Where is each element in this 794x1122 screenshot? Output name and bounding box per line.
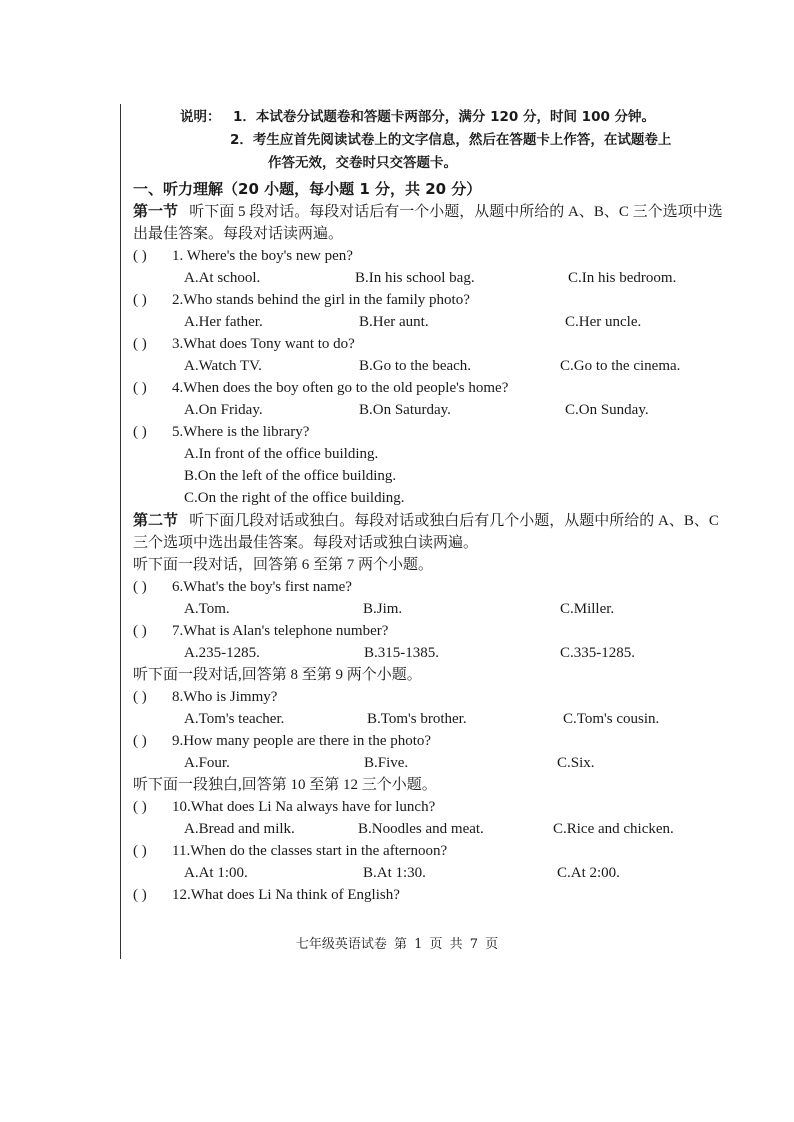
question-1-options xyxy=(133,267,733,289)
option-b: B.In his school bag. xyxy=(355,270,475,286)
sub-instruction-1: 听下面一段对话，回答第 6 至第 7 两个小题。 xyxy=(133,557,434,573)
question-3 xyxy=(133,333,733,355)
answer-blank[interactable]: ( ) xyxy=(133,292,147,308)
option-a: A.Four. xyxy=(184,755,230,771)
option-c: C.On Sunday. xyxy=(565,402,649,418)
option-a: A.On Friday. xyxy=(184,402,263,418)
option-b: B.315-1385. xyxy=(364,645,439,661)
option-c: C.335-1285. xyxy=(560,645,635,661)
option-a: A.At school. xyxy=(184,270,261,286)
answer-blank[interactable]: ( ) xyxy=(133,623,147,639)
page-footer: 七年级英语试卷 第 1 页 共 7 页 xyxy=(295,937,499,952)
part-1-title: 一、听力理解（20 小题，每小题 1 分，共 20 分） xyxy=(133,180,482,198)
answer-blank[interactable]: ( ) xyxy=(133,799,147,815)
option-a: A.Tom. xyxy=(184,601,230,617)
section-2-text: 听下面几段对话或独白。每段对话或独白后有几个小题，从题中所给的 A、B、C 三个选项中选出最佳答案。每段对话或独白读两遍。 xyxy=(133,513,719,551)
question-4 xyxy=(133,377,733,399)
answer-blank[interactable]: ( ) xyxy=(133,887,147,903)
option-a: A.At 1:00. xyxy=(184,865,248,881)
question-8 xyxy=(133,686,733,708)
question-text: 9.How many people are there in the photo? xyxy=(172,733,432,749)
note-row-3 xyxy=(133,152,733,175)
option-c: C.On the right of the office building. xyxy=(184,490,405,506)
option-b: B.On Saturday. xyxy=(359,402,451,418)
option-b: B.Tom's brother. xyxy=(367,711,467,727)
note-row-2 xyxy=(133,129,733,152)
option-b: B.At 1:30. xyxy=(363,865,426,881)
section-1-instruction xyxy=(133,200,733,245)
note-item-2: 2．考生应首先阅读试卷上的文字信息，然后在答题卡上作答，在试题卷上 xyxy=(230,132,672,148)
question-text: 10.What does Li Na always have for lunch? xyxy=(172,799,436,815)
question-4-options xyxy=(133,399,733,421)
question-text: 1. Where's the boy's new pen? xyxy=(172,248,353,264)
question-11-options xyxy=(133,862,733,884)
instructions-notes xyxy=(133,106,733,175)
option-c: C.Tom's cousin. xyxy=(563,711,660,727)
question-11 xyxy=(133,840,733,862)
answer-blank[interactable]: ( ) xyxy=(133,579,147,595)
answer-blank[interactable]: ( ) xyxy=(133,424,147,440)
note-row-1 xyxy=(133,106,733,129)
question-3-options xyxy=(133,355,733,377)
option-b: B.Go to the beach. xyxy=(359,358,472,374)
option-b: B.Five. xyxy=(364,755,409,771)
option-c: C.Rice and chicken. xyxy=(553,821,674,837)
question-text: 11.When do the classes start in the afternoon? xyxy=(172,843,448,859)
answer-blank[interactable]: ( ) xyxy=(133,336,147,352)
section-2-instruction xyxy=(133,509,733,554)
question-text: 4.When does the boy often go to the old people's home? xyxy=(172,380,509,396)
section-2-label: 第二节 xyxy=(133,511,179,529)
question-text: 5.Where is the library? xyxy=(172,424,310,440)
option-a: A.Bread and milk. xyxy=(184,821,295,837)
option-b: B.Jim. xyxy=(363,601,403,617)
question-6 xyxy=(133,576,733,598)
option-a: A.In front of the office building. xyxy=(184,446,379,462)
option-b: B.Noodles and meat. xyxy=(358,821,484,837)
question-6-options xyxy=(133,598,733,620)
question-10-options xyxy=(133,818,733,840)
option-c: C.Miller. xyxy=(560,601,615,617)
answer-blank[interactable]: ( ) xyxy=(133,689,147,705)
question-9-options xyxy=(133,752,733,774)
question-text: 3.What does Tony want to do? xyxy=(172,336,355,352)
answer-blank[interactable]: ( ) xyxy=(133,380,147,396)
section-1-label: 第一节 xyxy=(133,202,179,220)
binding-margin-line xyxy=(120,104,121,959)
option-c: C.In his bedroom. xyxy=(568,270,677,286)
question-text: 7.What is Alan's telephone number? xyxy=(172,623,389,639)
question-text: 2.Who stands behind the girl in the family photo? xyxy=(172,292,470,308)
question-text: 6.What's the boy's first name? xyxy=(172,579,352,595)
option-b: B.Her aunt. xyxy=(359,314,429,330)
question-12 xyxy=(133,884,733,906)
question-10 xyxy=(133,796,733,818)
note-item-2-continued: 作答无效，交卷时只交答题卡。 xyxy=(268,155,457,171)
option-c: C.Her uncle. xyxy=(565,314,642,330)
option-c: C.Go to the cinema. xyxy=(560,358,681,374)
question-5 xyxy=(133,421,733,443)
note-item-1: 1．本试卷分试题卷和答题卡两部分，满分 120 分，时间 100 分钟。 xyxy=(233,109,656,125)
section-1-text: 听下面 5 段对话。每段对话后有一个小题，从题中所给的 A、B、C 三个选项中选出最佳答案。每段对话读两遍。 xyxy=(133,204,723,242)
option-c: C.Six. xyxy=(557,755,595,771)
option-c: C.At 2:00. xyxy=(557,865,620,881)
option-a: A.Watch TV. xyxy=(184,358,262,374)
option-a: A.235-1285. xyxy=(184,645,260,661)
question-8-options xyxy=(133,708,733,730)
question-2 xyxy=(133,289,733,311)
question-9 xyxy=(133,730,733,752)
answer-blank[interactable]: ( ) xyxy=(133,248,147,264)
option-b: B.On the left of the office building. xyxy=(184,468,397,484)
question-7-options xyxy=(133,642,733,664)
sub-instruction-3: 听下面一段独白,回答第 10 至第 12 三个小题。 xyxy=(133,777,437,793)
answer-blank[interactable]: ( ) xyxy=(133,733,147,749)
option-a: A.Her father. xyxy=(184,314,263,330)
notes-label: 说明： xyxy=(180,109,221,125)
question-1 xyxy=(133,245,733,267)
answer-blank[interactable]: ( ) xyxy=(133,843,147,859)
exam-content xyxy=(133,106,733,906)
sub-instruction-2: 听下面一段对话,回答第 8 至第 9 两个小题。 xyxy=(133,667,422,683)
question-7 xyxy=(133,620,733,642)
question-text: 12.What does Li Na think of English? xyxy=(172,887,400,903)
question-2-options xyxy=(133,311,733,333)
question-text: 8.Who is Jimmy? xyxy=(172,689,278,705)
option-a: A.Tom's teacher. xyxy=(184,711,285,727)
